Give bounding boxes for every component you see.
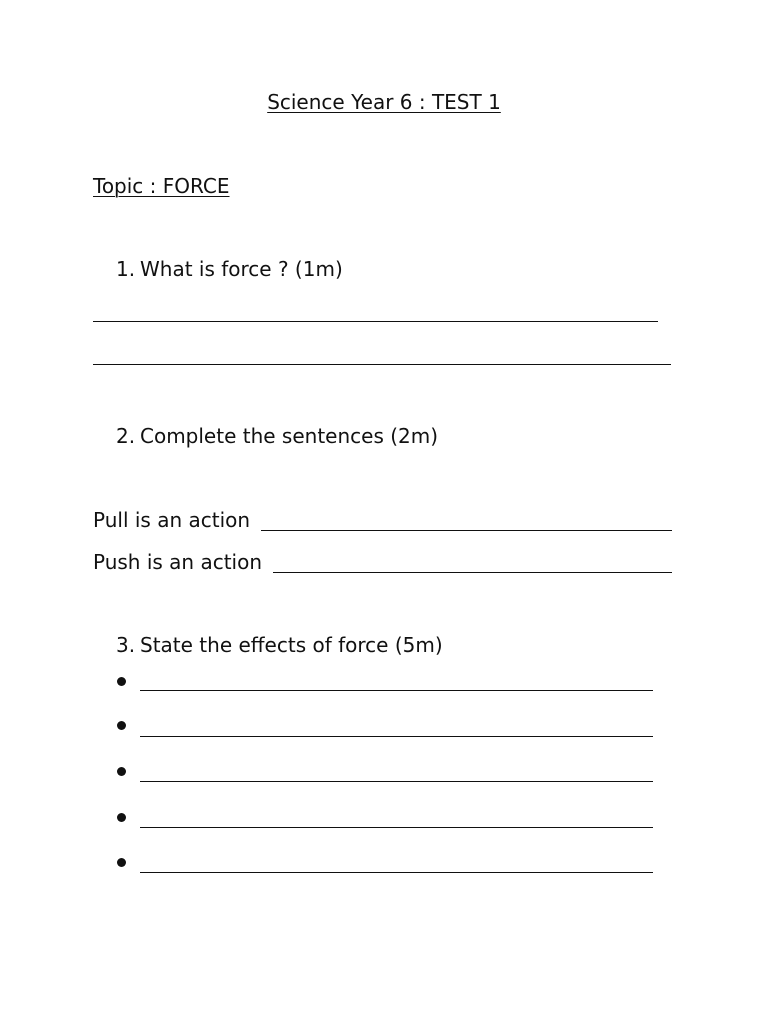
effect-answer-line-3[interactable] — [140, 781, 653, 782]
sentence-pull: Pull is an action — [93, 508, 251, 532]
question-1-text: What is force ? (1m) — [140, 257, 343, 281]
question-2-text: Complete the sentences (2m) — [140, 424, 439, 448]
question-2-number: 2. — [116, 424, 136, 448]
question-1-number: 1. — [116, 257, 136, 281]
effect-answer-line-1[interactable] — [140, 690, 653, 691]
answer-line-1a[interactable] — [93, 321, 658, 322]
answer-line-push[interactable] — [273, 572, 672, 573]
answer-line-1b[interactable] — [93, 364, 671, 365]
bullet-icon — [117, 677, 126, 686]
bullet-icon — [117, 858, 126, 867]
topic-heading: Topic : FORCE — [93, 174, 230, 198]
bullet-icon — [117, 767, 126, 776]
question-3-text: State the effects of force (5m) — [140, 633, 443, 657]
sentence-push: Push is an action — [93, 550, 263, 574]
effect-answer-line-5[interactable] — [140, 872, 653, 873]
question-3-number: 3. — [116, 633, 136, 657]
page-title: Science Year 6 : TEST 1 — [267, 90, 501, 114]
bullet-icon — [117, 721, 126, 730]
answer-line-pull[interactable] — [261, 530, 672, 531]
effect-answer-line-4[interactable] — [140, 827, 653, 828]
bullet-icon — [117, 813, 126, 822]
effect-answer-line-2[interactable] — [140, 736, 653, 737]
